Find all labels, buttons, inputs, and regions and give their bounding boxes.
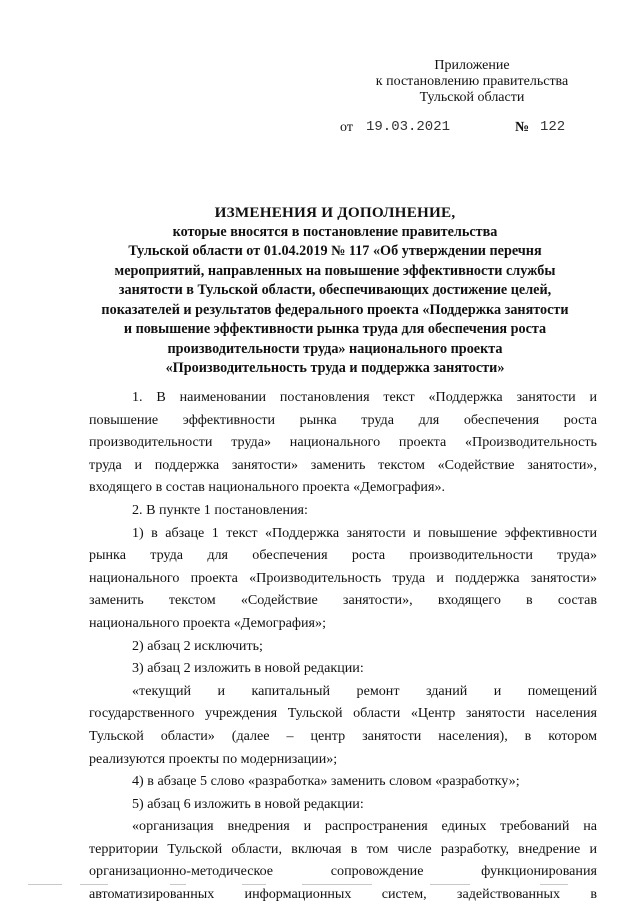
body-line: 3) абзац 2 изложить в новой редакции: bbox=[132, 660, 364, 677]
appendix-line: Приложение bbox=[434, 58, 510, 73]
title-heading: ИЗМЕНЕНИЯ И ДОПОЛНЕНИЕ, bbox=[214, 204, 456, 221]
title-line: «Производительность труда и поддержка занятости» bbox=[165, 360, 505, 376]
appendix-line: Тульской области bbox=[419, 90, 525, 105]
body-line: входящего в состав национального проекта «Демография». bbox=[89, 479, 446, 496]
body-line: повышение эффективности рынка труда для обеспечения роста bbox=[89, 411, 597, 428]
body-line: национального проекта «Производительность труда и поддержка занятости» bbox=[89, 569, 597, 586]
title-line: мероприятий, направленных на повышение эффективности службы bbox=[114, 262, 556, 279]
body-line: «организация внедрения и распространения единых требований на bbox=[132, 818, 597, 835]
body-line: 2. В пункте 1 постановления: bbox=[132, 501, 308, 518]
title-line: которые вносятся в постановление правительства bbox=[172, 223, 498, 240]
title-line: Тульской области от 01.04.2019 № 117 «Об утверждении перечня bbox=[128, 243, 542, 259]
body-line: 1. В наименовании постановления текст «Поддержка занятости и bbox=[132, 389, 597, 405]
body-line: рынка труда для обеспечения роста производительности труда» bbox=[89, 547, 597, 564]
number-prefix: № bbox=[515, 120, 530, 135]
body-line: производительности труда» национального проекта «Производительность bbox=[89, 434, 597, 451]
document-body bbox=[89, 386, 597, 906]
title-line: и повышение эффективности рынка труда для обеспечения роста bbox=[123, 321, 547, 337]
document-title bbox=[70, 203, 600, 379]
registration-line bbox=[340, 118, 600, 138]
body-line: 1) в абзаце 1 текст «Поддержка занятости и повышение эффективности bbox=[132, 524, 597, 541]
scan-artifacts bbox=[20, 884, 620, 886]
body-line: 4) в абзаце 5 слово «разработка» заменить словом «разработку»; bbox=[132, 773, 520, 790]
body-line: труда и поддержка занятости» заменить текстом «Содействие занятости», bbox=[89, 456, 597, 473]
body-line: заменить текстом «Содействие занятости», входящего в состав bbox=[89, 592, 597, 609]
title-line: занятости в Тульской области, обеспечивающих достижение целей, bbox=[118, 282, 552, 298]
body-line: 5) абзац 6 изложить в новой редакции: bbox=[132, 795, 364, 812]
body-line: государственного учреждения Тульской области «Центр занятости населения bbox=[89, 705, 597, 722]
date-prefix: от bbox=[340, 120, 353, 135]
body-line: национального проекта «Демография»; bbox=[89, 614, 326, 631]
appendix-line: к постановлению правительства bbox=[375, 74, 569, 89]
registration-date: 19.03.2021 bbox=[366, 119, 451, 135]
body-line: Тульской области» (далее – центр занятости населения), в котором bbox=[89, 727, 597, 744]
body-line: территории Тульской области, включая в том числе разработку, внедрение и bbox=[89, 840, 597, 857]
appendix-header bbox=[352, 58, 592, 106]
body-line: «текущий и капитальный ремонт зданий и помещений bbox=[132, 682, 597, 699]
title-line: показателей и результатов федерального проекта «Поддержка занятости bbox=[101, 301, 569, 318]
body-line: организационно-методическое сопровождение функционирования bbox=[89, 863, 597, 880]
body-line: 2) абзац 2 исключить; bbox=[132, 637, 263, 654]
title-line: производительности труда» национального проекта bbox=[167, 340, 503, 357]
body-line: автоматизированных информационных систем, задействованных в bbox=[89, 886, 597, 903]
body-line: реализуются проекты по модернизации»; bbox=[89, 750, 338, 767]
registration-number: 122 bbox=[540, 119, 566, 135]
